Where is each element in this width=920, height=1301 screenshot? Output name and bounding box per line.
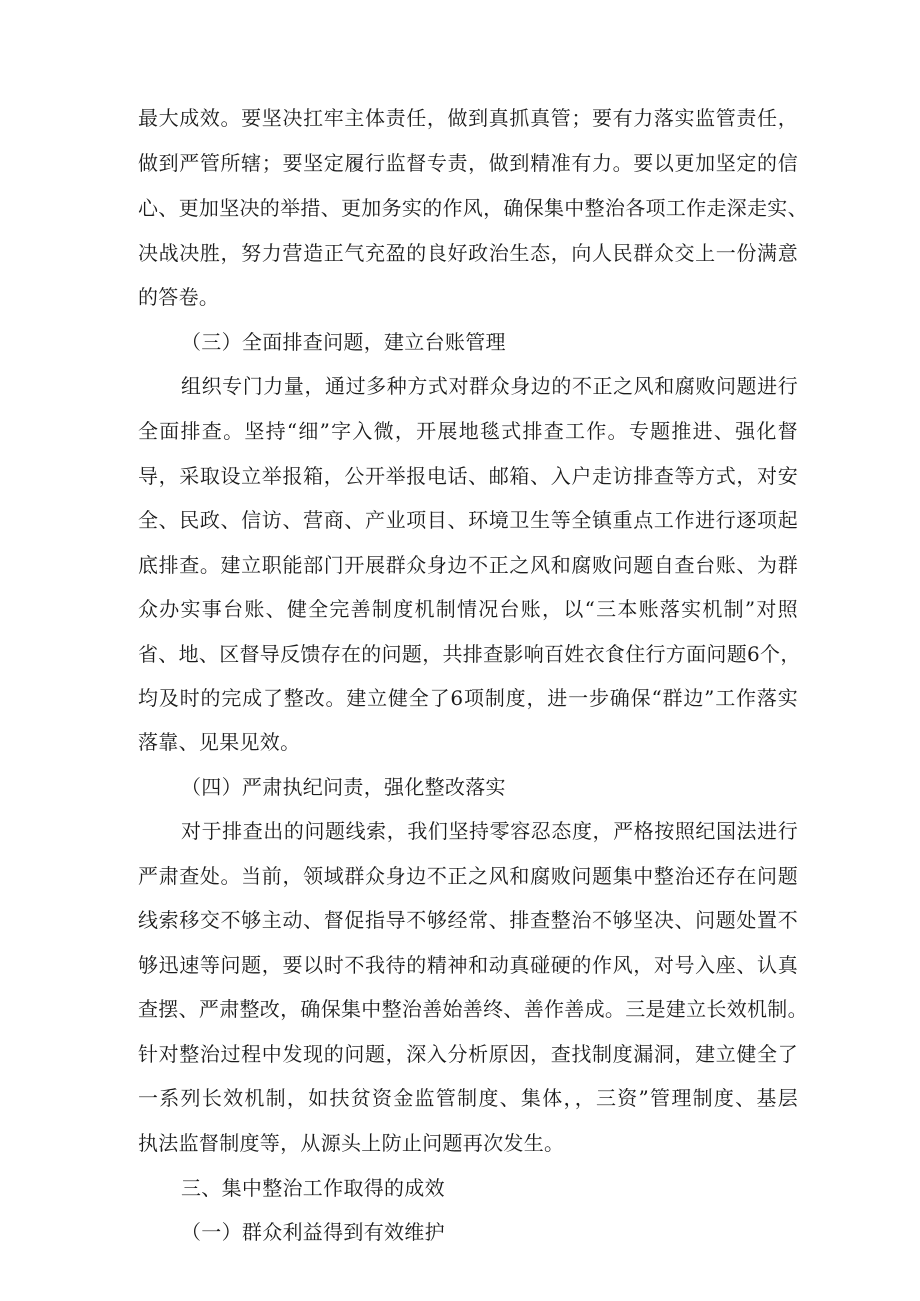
body-text-line: 线索移交不够主动、督促指导不够经常、排查整治不够坚决、问题处置不 [138, 908, 798, 932]
body-text-line: 众办实事台账、健全完善制度机制情况台账，以“三本账落实机制”对照 [138, 597, 798, 621]
body-text-line: 一系列长效机制，如扶贫资金监管制度、集体，，三资”管理制度、基层 [138, 1086, 798, 1110]
body-text-line: 的答卷。 [138, 285, 220, 309]
body-text-line: 全、民政、信访、营商、产业项目、环境卫生等全镇重点工作进行逐项起 [138, 508, 798, 532]
section-heading: （四）严肃执纪问责，强化整改落实 [181, 775, 506, 799]
body-text-line: 省、地、区督导反馈存在的问题，共排查影响百姓衣食住行方面问题6个， [138, 642, 801, 666]
body-text-line: 够迅速等问题，要以时不我待的精神和动真碰硬的作风，对号入座、认真 [138, 953, 798, 977]
body-text-line: 查摆、严肃整改，确保集中整治善始善终、善作善成。三是建立长效机制。 [138, 997, 808, 1021]
body-text-line: 严肃查处。当前，领域群众身边不正之风和腐败问题集中整治还存在问题 [138, 864, 798, 888]
body-text-line: 做到严管所辖；要坚定履行监督专责，做到精准有力。要以更加坚定的信 [138, 151, 798, 175]
section-heading: （三）全面排查问题，建立台账管理 [181, 330, 506, 354]
body-text-line: 对于排查出的问题线索，我们坚持零容忍态度，严格按照纪国法进行 [181, 819, 798, 843]
section-heading: （一）群众利益得到有效维护 [181, 1220, 445, 1244]
body-text-line: 落靠、见果见效。 [138, 730, 301, 754]
body-text-line: 最大成效。要坚决扛牢主体责任，做到真抓真管；要有力落实监管责任， [138, 106, 798, 130]
body-text-line: 导，采取设立举报箱，公开举报电话、邮箱、入户走访排查等方式，对安 [138, 464, 798, 488]
body-text-line: 针对整治过程中发现的问题，深入分析原因，查找制度漏洞，建立健全了 [138, 1042, 798, 1066]
body-text-line: 心、更加坚决的举措、更加务实的作风，确保集中整治各项工作走深走实、 [138, 196, 808, 220]
section-heading: 三、集中整治工作取得的成效 [181, 1176, 445, 1200]
body-text-line: 组织专门力量，通过多种方式对群众身边的不正之风和腐败问题进行 [181, 374, 798, 398]
body-text-line: 全面排查。坚持“细”字入微，开展地毯式排查工作。专题推进、强化督 [138, 419, 798, 443]
body-text-line: 决战决胜，努力营造正气充盈的良好政治生态，向人民群众交上一份满意 [138, 241, 798, 265]
body-text-line: 均及时的完成了整改。建立健全了6项制度，进一步确保“群边”工作落实 [138, 686, 798, 710]
body-text-line: 底排查。建立职能部门开展群众身边不正之风和腐败问题自查台账、为群 [138, 553, 798, 577]
body-text-line: 执法监督制度等，从源头上防止问题再次发生。 [138, 1131, 565, 1155]
